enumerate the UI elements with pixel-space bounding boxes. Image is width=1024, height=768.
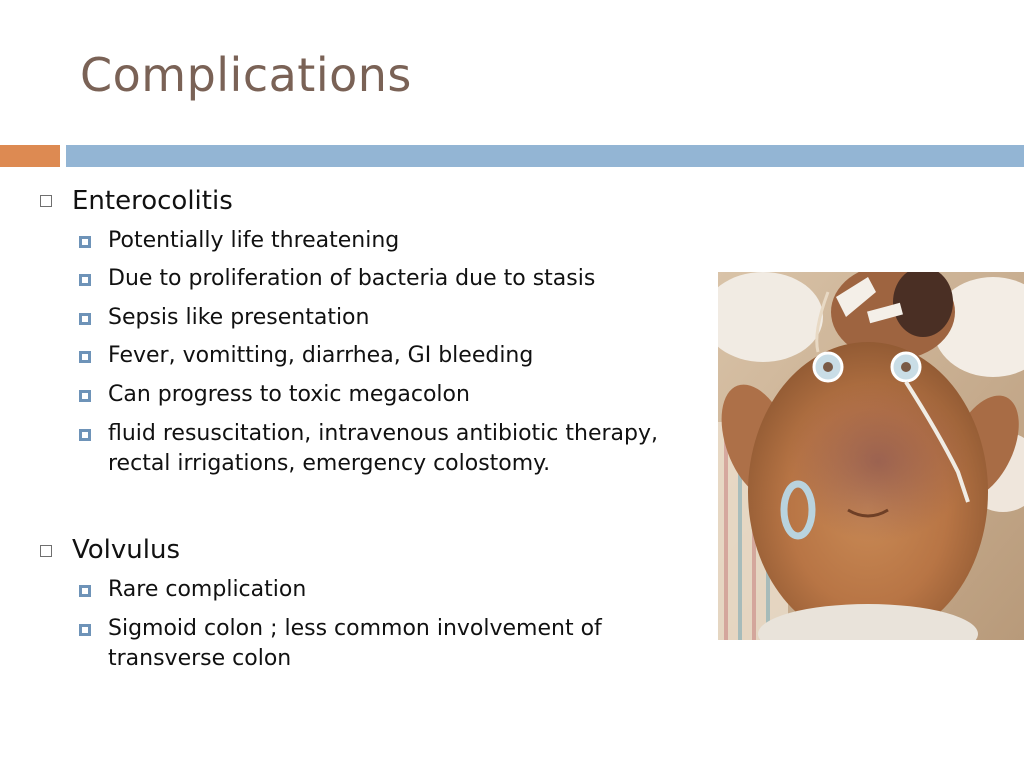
infant-distended-abdomen-photo — [718, 272, 1024, 640]
filled-square-bullet-icon — [79, 429, 91, 441]
filled-square-bullet-icon — [79, 274, 91, 286]
point-text: Can progress to toxic megacolon — [108, 382, 470, 407]
point-text: Potentially life threatening — [108, 228, 400, 253]
filled-square-bullet-icon — [79, 624, 91, 636]
slide-title: Complications — [80, 48, 412, 102]
point-text: fluid resuscitation, intravenous antibiotic therapy, rectal irrigations, emergency colostomy. — [108, 421, 658, 476]
section-heading-enterocolitis: Enterocolitis — [72, 186, 233, 216]
point-text: Sigmoid colon ; less common involvement of transverse colon — [108, 616, 602, 671]
point-text: Due to proliferation of bacteria due to stasis — [108, 266, 596, 291]
square-bullet-icon — [40, 545, 52, 557]
filled-square-bullet-icon — [79, 313, 91, 325]
filled-square-bullet-icon — [79, 390, 91, 402]
accent-bar-blue — [66, 145, 1024, 167]
square-bullet-icon — [40, 195, 52, 207]
point-text: Sepsis like presentation — [108, 305, 370, 330]
section-heading-volvulus: Volvulus — [72, 535, 181, 565]
filled-square-bullet-icon — [79, 351, 91, 363]
filled-square-bullet-icon — [79, 236, 91, 248]
accent-bar-orange — [0, 145, 60, 167]
filled-square-bullet-icon — [79, 585, 91, 597]
point-text: Fever, vomitting, diarrhea, GI bleeding — [108, 343, 534, 368]
point-text: Rare complication — [108, 577, 307, 602]
